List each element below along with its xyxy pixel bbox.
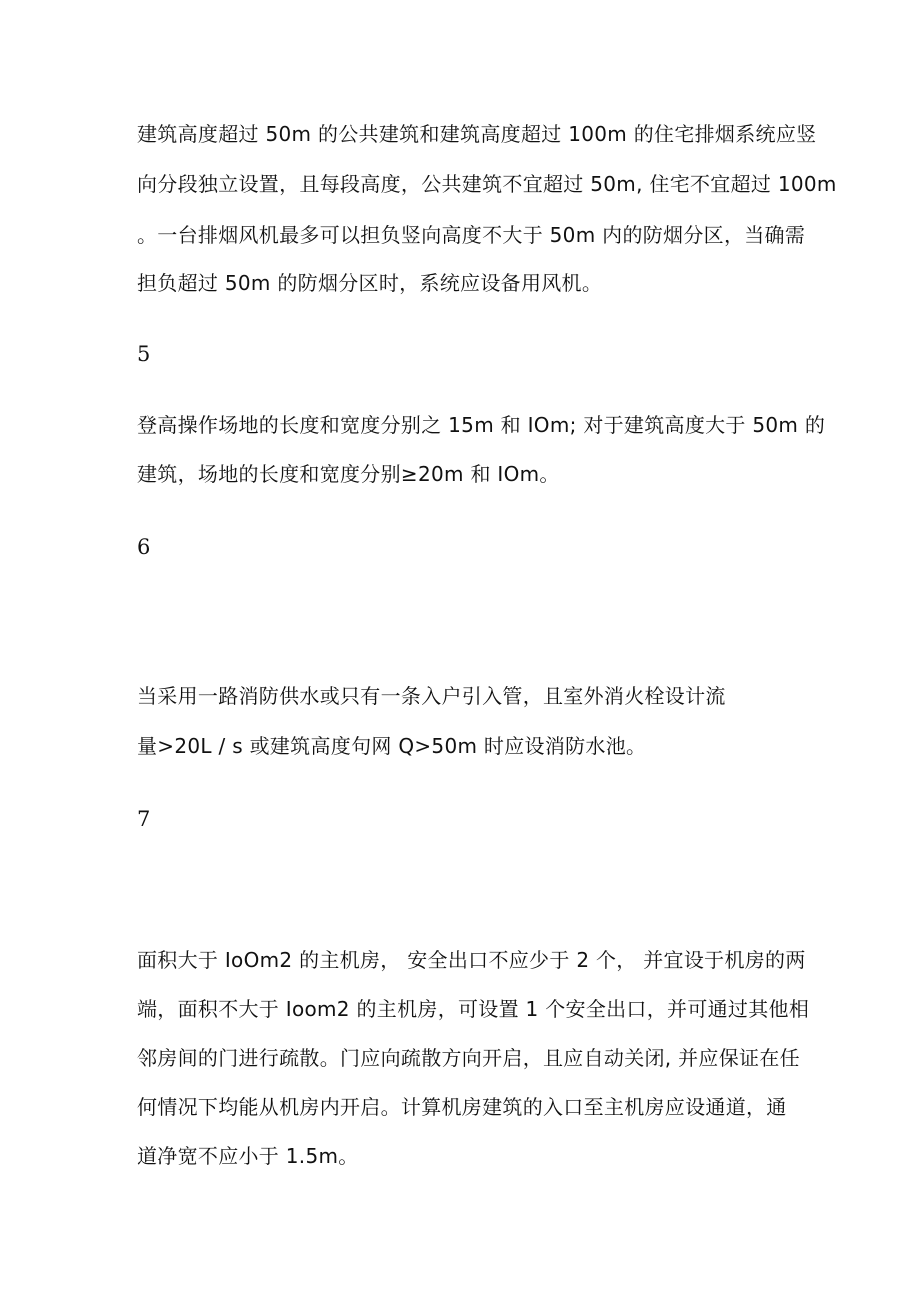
paragraph-line: 建筑，场地的长度和宽度分别≥20m 和 IOm。 — [137, 462, 560, 486]
paragraph-line: 面积大于 IoOm2 的主机房， 安全出口不应少于 2 个， 并宜设于机房的两 — [137, 948, 806, 972]
paragraph-line: 何情况下均能从机房内开启。计算机房建筑的入口至主机房应设通道，通 — [137, 1095, 787, 1119]
paragraph-line: 。一台排烟风机最多可以担负竖向高度不大于 50m 内的防烟分区，当确需 — [137, 223, 806, 247]
paragraph-line: 登高操作场地的长度和宽度分别之 15m 和 IOm; 对于建筑高度大于 50m 的 — [137, 413, 826, 437]
paragraph-line: 建筑高度超过 50m 的公共建筑和建筑高度超过 100m 的住宅排烟系统应竖 — [137, 122, 817, 146]
paragraph-line: 量>20L / s 或建筑高度句网 Q>50m 时应设消防水池。 — [137, 734, 647, 758]
section-number: 7 — [137, 807, 151, 831]
section-number: 6 — [137, 535, 151, 559]
paragraph-line: 当采用一路消防供水或只有一条入户引入管，且室外消火栓设计流 — [137, 684, 726, 708]
paragraph-line: 邻房间的门进行疏散。门应向疏散方向开启，且应自动关闭, 并应保证在任 — [137, 1046, 800, 1070]
paragraph-line: 端，面积不大于 Ioom2 的主机房，可设置 1 个安全出口，并可通过其他相 — [137, 997, 810, 1021]
paragraph-line: 担负超过 50m 的防烟分区时，系统应设备用风机。 — [137, 271, 603, 295]
paragraph-line: 向分段独立设置，且每段高度，公共建筑不宜超过 50m, 住宅不宜超过 100m — [137, 172, 837, 196]
paragraph-line: 道净宽不应小于 1.5m。 — [137, 1144, 359, 1168]
section-number: 5 — [137, 342, 151, 366]
